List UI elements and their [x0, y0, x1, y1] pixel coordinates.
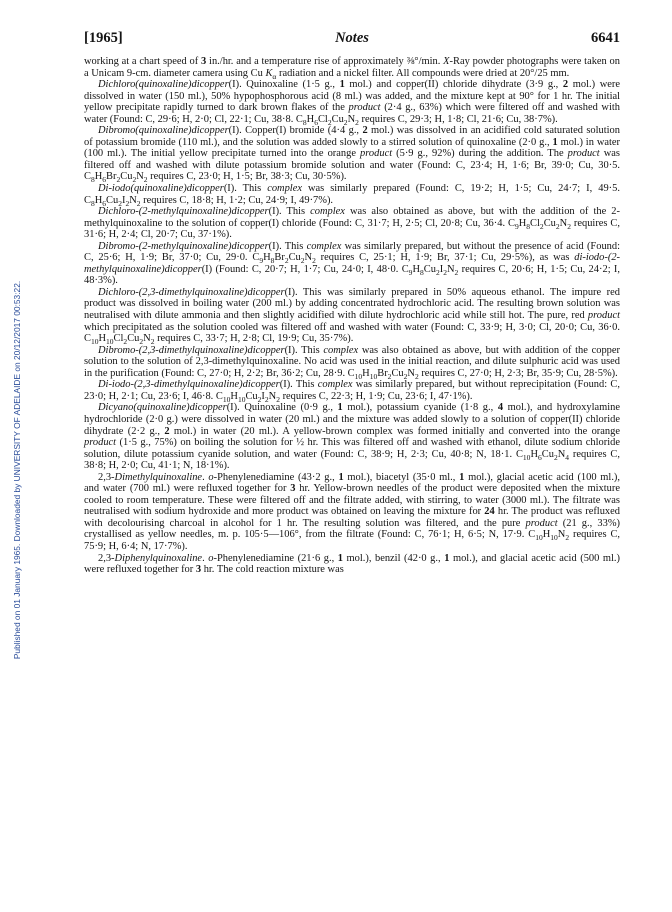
download-citation-link[interactable]: Published on 01 January 1965. Downloaded by UNIVERSITY OF ADELAIDE on 20/12/2017 00:53:22. [12, 280, 22, 660]
header-journal: Notes [335, 30, 369, 46]
paragraph: Dibromo-(2-methylquinoxaline)dicopper(I). This complex was similarly prepared, but without the presence of acid (Found: C, 25·6; H, 1·9; Br, 37·0; Cu, 29·0. $C_9H_8Br_2Cu_2N_2$ requires C, 25·1; H, 1·9; Br, 37·1; Cu, 29·5%), as was di-iodo-(2-methylquinoxaline)dicopper(I) (Found: C, 20·7; H, 1·7; Cu, 24·0; I, 48·0. $C_9H_8Cu_2I_2N_2$ requires C, 20·6; H, 1·5; Cu, 24·2; I, 48·3%). [84, 240, 621, 287]
paragraph: Dichloro(quinoxaline)dicopper(I). Quinoxaline (1·5 g., 1 mol.) and copper(II) chloride dihydrate (3·9 g., 2 mol.) were dissolved in water (150 ml.), 50% hypophosphorous acid (8 ml.) was added, and the mixture kept at 90° for 1 hr. The initial yellow precipitate rapidly turned to dark brown flakes of the product (2·4 g., 63%) which were filtered off and washed with water (Found: C, 29·6; H, 2·0; Cl, 22·1; Cu, 38·8. $C_8H_6Cl_2Cu_2N_2$ requires C, 29·3; H, 1·8; Cl, 21·6; Cu, 38·7%). [84, 79, 620, 127]
running-header [84, 30, 620, 48]
header-page-number: 6641 [591, 30, 620, 46]
paragraph: Dichloro-(2-methylquinoxaline)dicopper(I). This complex was also obtained as above, but with the addition of the 2-methylquinoxaline to the solution of copper(I) chloride (Found: C, 31·7; H, 2·5; Cl, 20·8; Cu, 36·4. $C_9H_8Cl_2Cu_2N_2$ requires C, 31·6; H, 2·4; Cl, 20·7; Cu, 37·1%). [84, 206, 620, 241]
article-body [84, 56, 620, 576]
paragraph: Dichloro-(2,3-dimethylquinoxaline)dicopper(I). This was similarly prepared in 50% aqueous ethanol. The impure red product was dissolved in boiling water (200 ml.) by adding concentrated hydrochloric acid. The resulting brown solution was neutralised with dilute ammonia and then slightly acidified with dilute hydrochloric acid while still hot. The pure, red product which precipitated as the solution cooled was filtered off and washed with water (Found: C, 33·9; H, 3·0; Cl, 20·0; Cu, 36·0. $C_{10}H_{10}Cl_2Cu_2N_2$ requires C, 33·7; H, 2·8; Cl, 19·9; Cu, 35·7%). [84, 286, 620, 347]
paragraph: Dibromo(quinoxaline)dicopper(I). Copper(I) bromide (4·4 g., 2 mol.) was dissolved in an acidified cold saturated solution of potassium bromide (110 ml.), and the solution was added slowly to a stirred solution of quinoxaline (2·0 g., 1 mol.) in water (100 ml.). The initial yellow precipitate turned into the orange product (5·9 g., 92%) during the addition. The product was filtered off and washed with dilute potassium bromide solution and water (Found: C, 23·4; H, 1·6; Br, 39·0; Cu, 30·5. $C_8H_6Br_2Cu_2N_2$ requires C, 23·0; H, 1·5; Br, 38·3; Cu, 30·5%). [84, 125, 620, 185]
paragraph: Di-iodo(quinoxaline)dicopper(I). This complex was similarly prepared (Found: C, 19·2; H, 1·5; Cu, 24·7; I, 49·5. $C_8H_6Cu_2I_2N_2$ requires C, 18·8; H, 1·2; Cu, 24·9; I, 49·7%). [84, 183, 620, 208]
paragraph: 2,3-Diphenylquinoxaline. o-Phenylenediamine (21·6 g., 1 mol.), benzil (42·0 g., 1 mol.), and glacial acetic acid (500 ml.) were refluxed together for 3 hr. The cold reaction mixture was [84, 552, 621, 576]
paragraph: working at a chart speed of 3 in./hr. and a temperature rise of approximately ⅜°/min. X-Ray powder photographs were taken on a Unicam 9-cm. diameter camera using Cu $K_\alpha$ radiation and a nickel filter. All compounds were dried at 20°/25 mm. [84, 56, 620, 81]
paragraph: Dicyano(quinoxaline)dicopper(I). Quinoxaline (0·9 g., 1 mol.), potassium cyanide (1·8 g., 4 mol.), and hydroxylamine hydrochloride (2·0 g.) were dissolved in water (20 ml.) and the mixture was added slowly to a solution of copper(II) chloride dihydrate (2·2 g., 2 mol.) in water (20 ml.). A yellow-brown complex was formed initially and converted into the orange product (1·5 g., 75%) on boiling the solution for ½ hr. This was filtered off and washed with ethanol, dilute sodium chloride solution, dilute potassium cyanide solution, and water (Found: C, 38·9; H, 2·3; Cu, 40·8; N, 18·1. $C_{10}H_6Cu_2N_4$ requires C, 38·8; H, 2·0; Cu, 41·1; N, 18·1%). [84, 402, 620, 472]
paragraph: 2,3-Dimethylquinoxaline. o-Phenylenediamine (43·2 g., 1 mol.), biacetyl (35·0 ml., 1 mol.), glacial acetic acid (100 ml.), and water (700 ml.) were refluxed together for 3 hr. Yellow-brown needles of the product were deposited when the mixture cooled to room temperature. These were filtered off and the filtrate added, with stirring, to water (3000 ml.). The filtrate was neutralised with sodium hydroxide and more product was obtained on leaving the mixture for 24 hr. The product was refluxed with decolourising charcoal in alcohol for 1 hr. The resulting solution was filtered, and the pure product (21 g., 33%) crystallised as yellow needles, m. p. 105·5—106°, from the filtrate (Found: C, 76·1; H, 6·5; N, 17·9. $C_{10}H_{10}N_2$ requires C, 75·9; H, 6·4; N, 17·7%). [84, 471, 621, 552]
download-sidebar [11, 120, 23, 820]
header-year: [1965] [84, 30, 123, 46]
paragraph: Di-iodo-(2,3-dimethylquinoxaline)dicopper(I). This complex was similarly prepared, but without reprecipitation (Found: C, 23·0; H, 2·1; Cu, 23·6; I, 46·8. $C_{10}H_{10}Cu_2I_2N_2$ requires C, 22·3; H, 1·9; Cu, 23·6; I, 47·1%). [84, 379, 620, 404]
paragraph: Dibromo-(2,3-dimethylquinoxaline)dicopper(I). This complex was also obtained as above, but with addition of the copper solution to the solution of 2,3-dimethylquinoxaline. No acid was used in the initial reaction, and dilute sulphuric acid was used in the purification (Found: C, 27·0; H, 2·2; Br, 36·2; Cu, 28·9. $C_{10}H_{10}Br_2Cu_2N_2$ requires C, 27·0; H, 2·3; Br, 35·9; Cu, 28·5%). [84, 344, 621, 381]
